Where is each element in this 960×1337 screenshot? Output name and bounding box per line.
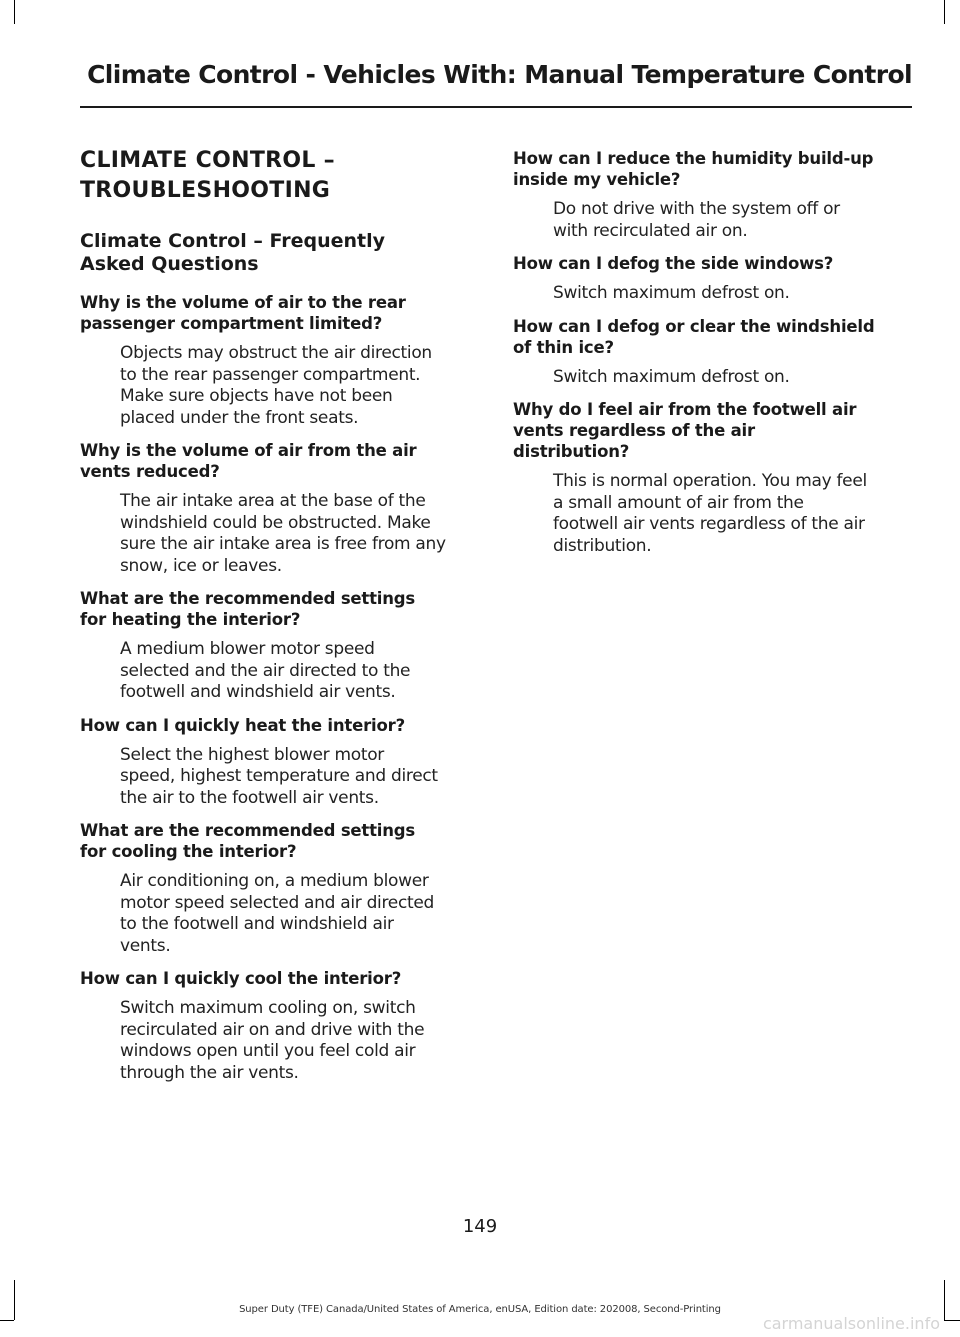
faq-answer: [80, 998, 480, 1084]
faq-answer: [80, 871, 480, 957]
faq-answer-line: selected and the air directed to the: [120, 660, 411, 681]
page-number: 149: [462, 1216, 498, 1237]
faq-answer-line: to the footwell and windshield air: [120, 914, 394, 934]
edition-footer: Super Duty (TFE) Canada/United States of America, enUSA, Edition date: 202008, Second-Printing: [239, 1304, 721, 1315]
faq-answer-line: Switch maximum defrost on.: [553, 283, 790, 303]
faq-answer-line: footwell air vents regardless of the air: [553, 514, 865, 534]
faq-question-line: How can I reduce the humidity build-up: [513, 149, 874, 168]
left-column: [80, 146, 480, 1095]
faq-question: [513, 399, 913, 462]
faq-question-line: for heating the interior?: [80, 610, 301, 629]
subsection-title-line-1: Climate Control – Frequently: [80, 230, 385, 252]
faq-question-line: How can I quickly cool the interior?: [80, 969, 402, 988]
faq-question-line: vents regardless of the air: [513, 421, 755, 440]
faq-answer-line: Select the highest blower motor: [120, 744, 384, 765]
faq-answer-line: windshield could be obstructed. Make: [120, 512, 431, 533]
faq-question-line: vents reduced?: [80, 462, 220, 481]
faq-answer-line: A medium blower motor speed: [120, 639, 375, 659]
section-title-line-2: TROUBLESHOOTING: [80, 178, 331, 203]
faq-question-line: What are the recommended settings: [80, 589, 416, 608]
faq-answer-line: windows open until you feel cold air: [120, 1041, 416, 1061]
faq-question: [80, 588, 480, 630]
faq-answer-line: Do not drive with the system off or: [553, 199, 840, 219]
faq-question-line: How can I quickly heat the interior?: [80, 715, 405, 735]
faq-question: [80, 440, 480, 482]
crop-mark-top-right: [944, 0, 945, 24]
faq-question-line: for cooling the interior?: [80, 842, 297, 861]
faq-answer-line: Switch maximum cooling on, switch: [120, 998, 416, 1018]
faq-answer: [80, 343, 480, 429]
faq-answer-line: the air to the footwell air vents.: [120, 787, 379, 808]
crop-mark-bottom-right-h: [944, 1320, 960, 1321]
faq-answer-line: recirculated air on and drive with the: [120, 1019, 425, 1040]
faq-question: [80, 820, 480, 862]
faq-answer-line: through the air vents.: [120, 1062, 299, 1083]
faq-answer-line: This is normal operation. You may feel: [553, 471, 867, 491]
faq-answer-line: a small amount of air from the: [553, 492, 804, 513]
faq-question-line: How can I defog the side windows?: [513, 254, 834, 273]
section-title-line-1: CLIMATE CONTROL –: [80, 148, 335, 173]
faq-answer-line: distribution.: [553, 535, 652, 556]
faq-answer: [80, 639, 480, 704]
section-title: [80, 146, 480, 206]
faq-answer-line: Make sure objects have not been: [120, 386, 393, 406]
running-header: Climate Control - Vehicles With: Manual Temperature Control: [87, 60, 912, 89]
faq-answer-line: footwell and windshield air vents.: [120, 682, 396, 702]
faq-answer-line: vents.: [120, 935, 171, 956]
faq-question: [80, 968, 480, 989]
right-column: [513, 148, 913, 568]
faq-answer-line: Objects may obstruct the air direction: [120, 343, 432, 363]
faq-list-left: [80, 292, 480, 1084]
faq-answer: [80, 491, 480, 577]
subsection-title: [80, 230, 480, 276]
faq-question-line: inside my vehicle?: [513, 170, 681, 189]
faq-answer-line: with recirculated air on.: [553, 220, 748, 241]
faq-answer: [513, 199, 913, 242]
faq-question-line: Why is the volume of air from the air: [80, 441, 417, 460]
faq-answer-line: speed, highest temperature and direct: [120, 766, 438, 786]
faq-answer-line: motor speed selected and air directed: [120, 892, 435, 913]
faq-question: [80, 292, 480, 334]
faq-question-line: What are the recommended settings: [80, 821, 416, 840]
faq-question-line: distribution?: [513, 442, 630, 461]
crop-mark-top-left: [14, 0, 15, 24]
faq-answer-line: to the rear passenger compartment.: [120, 364, 421, 385]
faq-question-line: How can I defog or clear the windshield: [513, 316, 875, 336]
faq-question: [513, 253, 913, 274]
faq-answer: [80, 745, 480, 810]
crop-mark-bottom-left-h: [0, 1320, 14, 1321]
faq-answer-line: snow, ice or leaves.: [120, 555, 282, 576]
header-divider: [80, 106, 912, 108]
faq-question-line: of thin ice?: [513, 337, 614, 357]
faq-answer: [513, 367, 913, 389]
faq-question: [80, 715, 480, 736]
faq-answer-line: The air intake area at the base of the: [120, 491, 426, 511]
faq-question-line: passenger compartment limited?: [80, 314, 383, 333]
faq-answer-line: Air conditioning on, a medium blower: [120, 871, 429, 891]
faq-question: [513, 148, 913, 190]
faq-list-right: [513, 148, 913, 557]
faq-answer-line: sure the air intake area is free from any: [120, 534, 446, 554]
faq-answer: [513, 283, 913, 305]
subsection-title-line-2: Asked Questions: [80, 253, 259, 275]
watermark: carmanualsonline.info: [762, 1314, 940, 1333]
faq-question-line: Why is the volume of air to the rear: [80, 293, 406, 312]
faq-answer-line: placed under the front seats.: [120, 407, 359, 428]
faq-answer: [513, 471, 913, 557]
faq-question-line: Why do I feel air from the footwell air: [513, 400, 857, 419]
faq-question: [513, 316, 913, 358]
faq-answer-line: Switch maximum defrost on.: [553, 366, 790, 387]
